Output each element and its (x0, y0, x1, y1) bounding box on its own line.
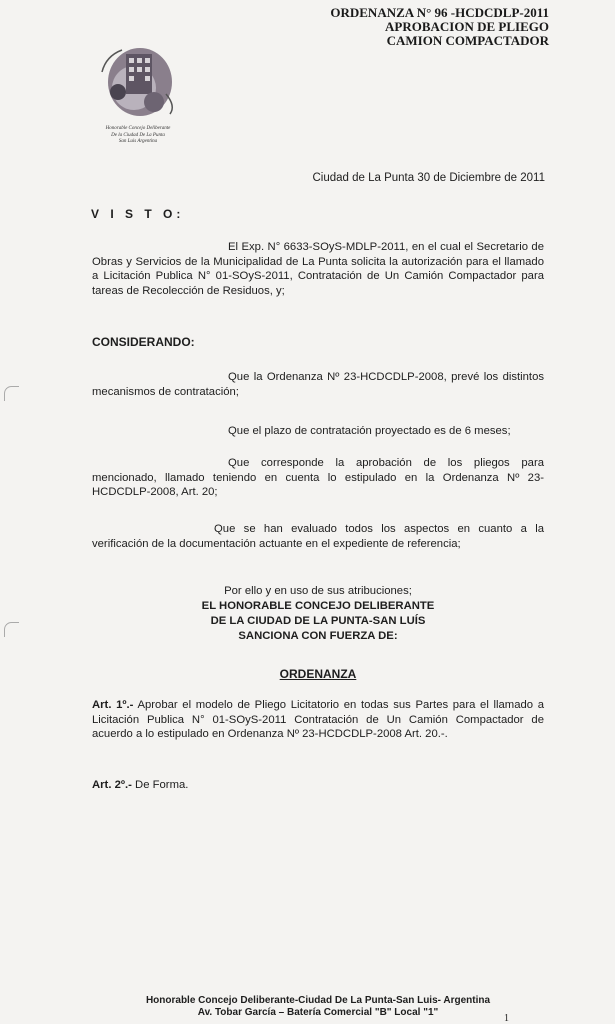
margin-mark (4, 386, 19, 401)
sanciona-line-2: DE LA CIUDAD DE LA PUNTA-SAN LUÍS (210, 615, 426, 627)
sanciona-line-3: SANCIONA CON FUERZA DE: (238, 630, 398, 642)
page-number: 1 (504, 1013, 509, 1024)
article-1 (92, 698, 544, 742)
article-1-label: Art. 1º.- (92, 699, 134, 711)
ordenanza-title: ORDENANZA (279, 667, 357, 681)
sanciona-line-1: EL HONORABLE CONCEJO DELIBERANTE (201, 600, 435, 612)
document-header (330, 6, 549, 48)
article-2 (92, 778, 544, 793)
considerando-heading: CONSIDERANDO: (92, 335, 195, 349)
margin-mark (4, 622, 19, 637)
ordinance-subject-2: CAMION COMPACTADOR (386, 33, 549, 48)
ordinance-subject-1: APROBACION DE PLIEGO (385, 19, 549, 34)
visto-paragraph: El Exp. N° 6633-SOyS-MDLP-2011, en el cual el Secretario de Obras y Servicios de la Municipalidad de La Punta solicita la autorización para el llamado a Licitación Publica N° 01-SOyS-2011, Contratación de Un Camión Compactador para tareas de Recolección de Residuos, y; (92, 241, 544, 297)
footer-line-1: Honorable Concejo Deliberante-Ciudad De La Punta-San Luis- Argentina (145, 995, 491, 1006)
article-1-text: Aprobar el modelo de Pliego Licitatorio en todas sus Partes para el llamado a Licitación Publica N° 01-SOyS-2011 Contratación de Un Camión Compactador de acuerdo a lo estipulado en Ordenanza Nº 23-HCDCDLP-2008 Art. 20.-. (92, 699, 544, 740)
document-date: Ciudad de La Punta 30 de Diciembre de 2011 (312, 172, 545, 184)
footer-line-2: Av. Tobar García – Batería Comercial "B" Local "1" (197, 1007, 439, 1018)
footer (92, 995, 544, 1019)
considerando-paragraph-2: Que el plazo de contratación proyectado es de 6 meses; (228, 425, 511, 437)
considerando-paragraph-3: Que corresponde la aprobación de los pliegos para mencionado, llamado teniendo en cuenta lo estipulado en la Ordenanza Nº 23-HCDCDLP-2008, Art. 20; (92, 457, 544, 498)
visto-heading: V I S T O: (91, 207, 185, 221)
considerando-paragraph-4: Que se han evaluado todos los aspectos en cuanto a la verificación de la documentación actuante en el expediente de referencia; (92, 523, 544, 550)
logo-caption: Honorable Concejo Deliberante De la Ciudad De La Punta San Luis Argentina (105, 126, 171, 144)
ordinance-number: ORDENANZA N° 96 -HCDCDLP-2011 (330, 5, 549, 20)
article-2-text: De Forma. (131, 779, 189, 791)
article-2-label: Art. 2º.- (92, 779, 132, 791)
sanciona-intro: Por ello y en uso de sus atribuciones; (224, 585, 412, 597)
considerando-paragraph-1: Que la Ordenanza Nº 23-HCDCDLP-2008, prevé los distintos mecanismos de contratación; (92, 371, 545, 398)
